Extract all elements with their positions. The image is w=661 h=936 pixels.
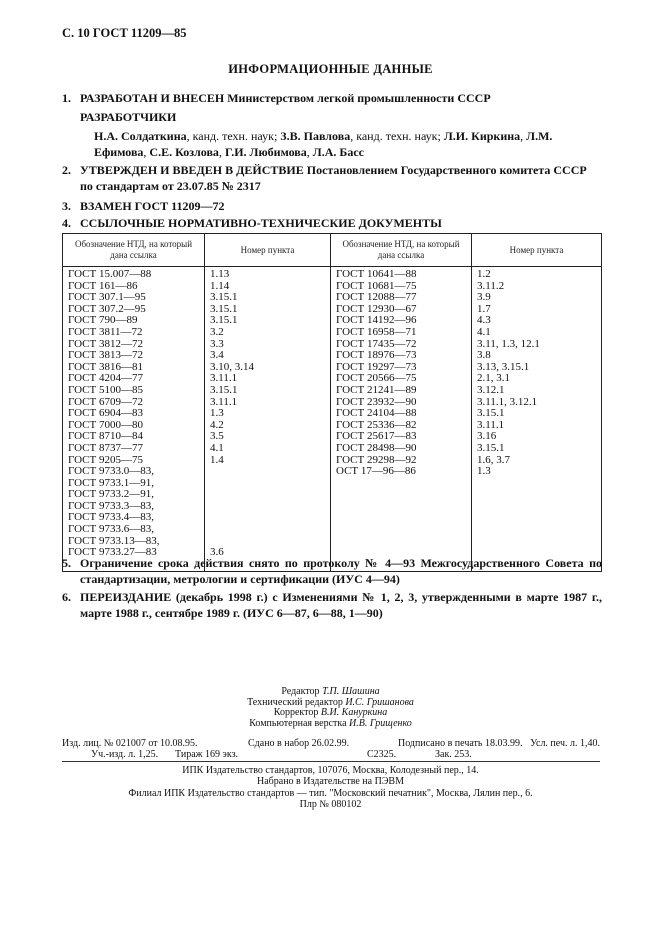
document-designation: ГОСТ 3813—72 xyxy=(68,349,143,362)
item-number xyxy=(210,501,325,513)
item-number: 3.16 xyxy=(477,430,497,443)
section-text: ПЕРЕИЗДАНИЕ (декабрь 1998 г.) с Изменениями № 1, 2, 3, утвержденными в марте 1987 г., марте 1988 г., сентябре 1989 г. (ИУС 6—87, 6—88, 1—90) xyxy=(80,590,602,620)
divider xyxy=(62,761,600,762)
document-designation: ГОСТ 9733.0—83, xyxy=(68,465,154,478)
document-designation: ГОСТ 790—89 xyxy=(68,314,138,327)
order-number: Зак. 253. xyxy=(435,749,472,760)
editors-block xyxy=(0,686,661,729)
printed-sheets: Усл. печ. л. 1,40. xyxy=(530,738,600,749)
document-designation: ГОСТ 10641—88 xyxy=(336,268,417,280)
column-header: Номер пункта xyxy=(205,234,331,267)
section-5 xyxy=(62,555,602,587)
document-designation: ГОСТ 10681—75 xyxy=(336,279,417,292)
item-number: 4.1 xyxy=(477,325,491,338)
document-designation: ГОСТ 9733.4—83, xyxy=(68,511,154,524)
item-number: 3.3 xyxy=(210,337,224,350)
editor-name: Т.П. Шашина xyxy=(322,686,380,697)
developer-name: С.Е. Козлова xyxy=(149,144,219,159)
section-6 xyxy=(62,589,602,621)
document-designation: ГОСТ 3811—72 xyxy=(68,325,143,338)
document-designation: ГОСТ 23932—90 xyxy=(336,395,417,408)
item-number: 3.8 xyxy=(477,349,491,362)
license-info: Изд. лиц. № 021007 от 10.08.95. xyxy=(62,738,198,749)
footer-line: Набрано в Издательстве на ПЭВМ xyxy=(257,776,404,788)
column-header: Обозначение НТД, на который дана ссылка xyxy=(331,234,472,267)
document-designation: ГОСТ 12930—67 xyxy=(336,302,417,315)
document-designation: ГОСТ 17435—72 xyxy=(336,337,417,350)
item-number: 3.15.1 xyxy=(210,291,238,304)
item-number: 3.15.1 xyxy=(210,314,238,327)
developer-name: Л.А. Басс xyxy=(312,144,364,159)
document-designation: ГОСТ 3816—81 xyxy=(68,360,143,373)
developer-role: , xyxy=(306,144,313,159)
item-number xyxy=(210,466,325,478)
right-item-column xyxy=(472,267,602,572)
document-designation: ГОСТ 9733.13—83, xyxy=(68,534,160,547)
section-number: 1. xyxy=(62,91,71,105)
section-text: УТВЕРЖДЕН И ВВЕДЕН В ДЕЙСТВИЕ Постановлением Государственного комитета СССР по стандартам от 23.07.85 № 2317 xyxy=(80,163,587,193)
item-number xyxy=(210,524,325,536)
typeset-date: Сдано в набор 26.02.99. xyxy=(248,738,350,749)
section-text: Ограничение срока действия снято по протоколу № 4—93 Межгосударственного Совета по стандартизации, метрологии и сертификации (ИУС 4—94) xyxy=(80,556,602,586)
editor-line xyxy=(0,697,661,708)
developer-role: , канд. техн. наук; xyxy=(186,129,281,143)
item-number: 1.6, 3.7 xyxy=(477,453,510,466)
document-title: ИНФОРМАЦИОННЫЕ ДАННЫЕ xyxy=(228,62,433,76)
item-number xyxy=(210,536,325,548)
document-designation: ГОСТ 19297—73 xyxy=(336,360,417,373)
item-number: 1.4 xyxy=(210,453,224,466)
item-number: 3.15.1 xyxy=(210,302,238,315)
item-number: 4.3 xyxy=(477,314,491,327)
document-designation: ГОСТ 161—86 xyxy=(68,279,138,292)
document-designation: ГОСТ 25617—83 xyxy=(336,430,417,443)
document-designation: ГОСТ 20566—75 xyxy=(336,372,417,385)
document-designation: ГОСТ 5100—85 xyxy=(68,383,143,396)
item-number xyxy=(210,512,325,524)
developer-role: , xyxy=(218,144,225,159)
editor-name: В.И. Кануркина xyxy=(320,707,388,719)
developer-role: , канд. техн. наук; xyxy=(350,129,444,143)
document-designation: ГОСТ 8737—77 xyxy=(68,441,143,454)
developer-name: Г.И. Любимова xyxy=(224,144,307,159)
document-designation: ГОСТ 9733.27—83 xyxy=(68,546,157,559)
document-designation: ГОСТ 9733.3—83, xyxy=(68,499,154,512)
editor-line xyxy=(0,686,661,697)
document-designation: ГОСТ 9205—75 xyxy=(68,453,143,466)
item-number: 3.11.1, 3.12.1 xyxy=(477,395,538,408)
section-text: ССЫЛОЧНЫЕ НОРМАТИВНО-ТЕХНИЧЕСКИЕ ДОКУМЕНТЫ xyxy=(80,216,442,230)
developers-list xyxy=(94,129,602,160)
footer-line: ИПК Издательство стандартов, 107076, Москва, Колодезный пер., 14. xyxy=(182,765,479,776)
editor-role: Редактор xyxy=(281,686,323,697)
item-number: 1.14 xyxy=(210,279,230,292)
print-signed-date: Подписано в печать 18.03.99. xyxy=(398,738,523,749)
column-header: Обозначение НТД, на который дана ссылка xyxy=(63,234,205,267)
item-number: 3.15.1 xyxy=(477,441,505,454)
item-number: 3.6 xyxy=(210,546,224,559)
document-designation: ГОСТ 25336—82 xyxy=(336,418,417,431)
item-number: 3.11.1 xyxy=(210,395,238,408)
developer-name: Л.И. Киркина xyxy=(443,129,521,143)
document-designation: ГОСТ 9733.1—91, xyxy=(68,476,154,489)
print-run: Тираж 169 экз. xyxy=(175,749,239,760)
item-number: 1.3 xyxy=(477,465,491,478)
document-designation: ГОСТ 307.1—95 xyxy=(68,291,146,304)
item-number: 3.11.2 xyxy=(477,279,505,292)
document-designation: ОСТ 17—96—86 xyxy=(336,465,416,478)
item-number: 3.11.1 xyxy=(210,372,238,385)
document-designation: ГОСТ 3812—72 xyxy=(68,337,143,350)
item-number: 1.2 xyxy=(477,268,491,280)
document-designation: ГОСТ 28498—90 xyxy=(336,441,417,454)
footer-line: Плр № 080102 xyxy=(299,799,362,811)
item-number: 1.3 xyxy=(210,407,224,420)
item-number: 4.2 xyxy=(210,418,224,431)
item-number: 3.15.1 xyxy=(210,383,238,396)
section-3 xyxy=(62,198,602,214)
document-designation: ГОСТ 29298—92 xyxy=(336,453,417,466)
item-number: 3.10, 3.14 xyxy=(210,360,254,373)
left-document-column xyxy=(63,267,205,572)
item-number: 2.1, 3.1 xyxy=(477,372,510,385)
document-designation: ГОСТ 307.2—95 xyxy=(68,302,146,315)
developer-role: , xyxy=(143,144,150,159)
item-number xyxy=(210,489,325,501)
document-designation: ГОСТ 6709—72 xyxy=(68,395,143,408)
document-designation: ГОСТ 6904—83 xyxy=(68,407,143,420)
item-number: 1.7 xyxy=(477,302,491,315)
column-header: Номер пункта xyxy=(472,234,602,267)
right-document-column xyxy=(331,267,472,572)
editor-line xyxy=(0,718,661,729)
publisher-footer xyxy=(0,765,661,811)
document-designation: ГОСТ 9733.6—83, xyxy=(68,523,154,536)
item-number: 1.13 xyxy=(210,268,230,280)
document-designation: ГОСТ 4204—77 xyxy=(68,372,143,385)
page-header: С. 10 ГОСТ 11209—85 xyxy=(62,26,187,40)
item-number: 3.4 xyxy=(210,349,224,362)
developer-name: З.В. Павлова xyxy=(280,129,351,143)
editor-role: Корректор xyxy=(273,707,321,719)
developer-name: Л.М. Ефимова xyxy=(94,129,553,159)
document-designation: ГОСТ 7000—80 xyxy=(68,418,143,431)
section-number: 4. xyxy=(62,216,71,230)
editor-name: И.В. Грищенко xyxy=(349,718,412,730)
developer-name: Н.А. Солдаткина xyxy=(94,129,187,143)
document-designation: ГОСТ 18976—73 xyxy=(336,349,417,362)
document-designation: ГОСТ 14192—96 xyxy=(336,314,417,327)
reference-documents-table xyxy=(62,233,602,572)
editor-name: И.С. Гришанова xyxy=(345,696,414,708)
order-code: С2325. xyxy=(367,749,397,760)
document-designation: ГОСТ 8710—84 xyxy=(68,430,143,443)
document-designation: ГОСТ 15.007—88 xyxy=(68,268,152,280)
document-designation: ГОСТ 9733.2—91, xyxy=(68,488,154,501)
document-designation: ГОСТ 12088—77 xyxy=(336,291,417,304)
developer-role: , xyxy=(520,129,527,143)
document-designation: ГОСТ 16958—71 xyxy=(336,325,417,338)
left-item-column xyxy=(205,267,331,572)
item-number: 3.13, 3.15.1 xyxy=(477,360,530,373)
item-number: 3.15.1 xyxy=(477,407,505,420)
section-text: РАЗРАБОТАН И ВНЕСЕН Министерством легкой промышленности СССР xyxy=(80,91,491,105)
item-number: 3.9 xyxy=(477,291,491,304)
document-designation: ГОСТ 21241—89 xyxy=(336,383,417,396)
editor-role: Компьютерная верстка xyxy=(249,718,350,730)
section-number: 3. xyxy=(62,199,71,213)
item-number: 3.11.1 xyxy=(477,418,505,431)
item-number: 3.5 xyxy=(210,430,224,443)
document-designation: ГОСТ 24104—88 xyxy=(336,407,417,420)
editor-role: Технический редактор xyxy=(247,696,346,708)
footer-line: Филиал ИПК Издательство стандартов — тип. "Московский печатник", Москва, Лялин пер., 6. xyxy=(128,787,533,799)
item-number xyxy=(210,478,325,490)
developers-label: РАЗРАБОТЧИКИ xyxy=(80,110,177,124)
item-number: 3.2 xyxy=(210,325,224,338)
section-number: 5. xyxy=(62,556,71,570)
section-text: ВЗАМЕН ГОСТ 11209—72 xyxy=(80,199,225,213)
section-4 xyxy=(62,215,602,231)
editor-line xyxy=(0,707,661,718)
item-number: 3.12.1 xyxy=(477,383,505,396)
section-2 xyxy=(62,162,602,194)
section-number: 2. xyxy=(62,163,71,177)
item-number: 3.11, 1.3, 12.1 xyxy=(477,337,540,350)
publisher-sheets: Уч.-изд. л. 1,25. xyxy=(91,749,159,760)
item-number: 4.1 xyxy=(210,441,224,454)
section-number: 6. xyxy=(62,590,71,604)
